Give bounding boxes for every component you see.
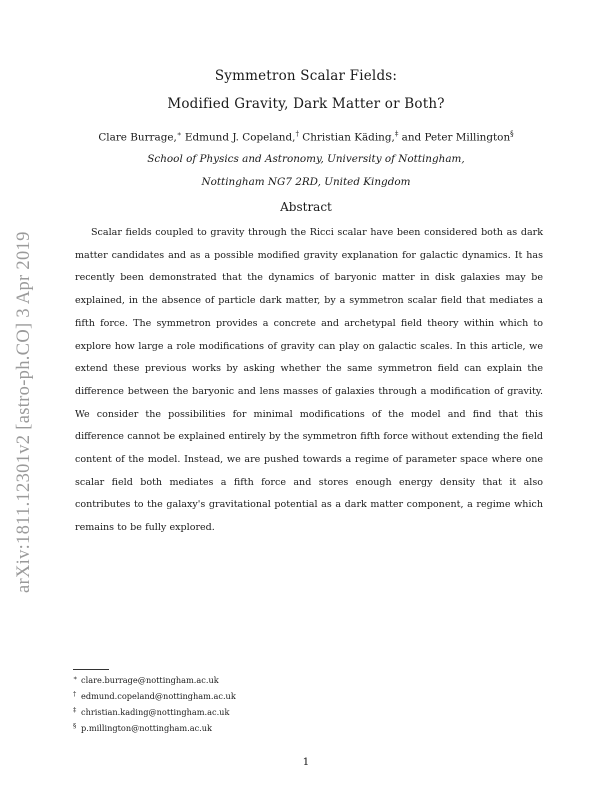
author-mark: †	[295, 130, 299, 138]
footnote-email	[73, 690, 236, 701]
affiliation-line-1: School of Physics and Astronomy, University of Nottingham,	[147, 153, 465, 165]
paper-title-line-1: Symmetron Scalar Fields:	[214, 68, 398, 84]
footnote-email	[73, 706, 229, 717]
author-name: and Peter Millington	[401, 131, 511, 144]
author-mark: ‡	[394, 130, 399, 138]
author-name: Edmund J. Copeland,	[184, 131, 296, 144]
footnote-email-text[interactable]: clare.burrage@nottingham.ac.uk	[81, 675, 219, 685]
affiliation-line-2: Nottingham NG7 2RD, United Kingdom	[201, 176, 411, 188]
author-list	[0, 130, 612, 143]
author-mark: ∗	[176, 130, 182, 138]
footnote-mark: ∗	[73, 674, 78, 682]
footnote-mark: †	[73, 690, 77, 698]
footnote-email-text[interactable]: p.millington@nottingham.ac.uk	[81, 723, 213, 733]
abstract-text: Scalar fields coupled to gravity through the Ricci scalar have been considered both as dark matter candidates and as a possible modified gravity explanation for galactic dynamics. It has recently been demonstrated that the dynamics of baryonic matter in disk galaxies may be explained, in the absence of particle dark matter, by a symmetron scalar field that mediates a fifth force. The symmetron provides a concrete and archetypal field theory within which to explore how large a role modifications of gravity can play on galactic scales. In this article, we extend these previous works by asking whether the same symmetron field can explain the difference between the baryonic and lens masses of galaxies through a modification of gravity. We consider the possibilities for minimal modifications of the model and find that this difference cannot be explained entirely by the symmetron fifth force without extending the field content of the model. Instead, we are pushed towards a regime of parameter space where one scalar field both mediates a fifth force and stores enough energy density that it also contributes to the galaxy's gravitational potential as a dark matter component, a regime which remains to be fully explored.	[75, 227, 543, 534]
author-mark: §	[510, 130, 514, 138]
footnote-mark: ‡	[73, 706, 77, 714]
footnote-rule	[73, 669, 109, 670]
paper-title-line-2: Modified Gravity, Dark Matter or Both?	[167, 96, 445, 112]
footnote-email-text[interactable]: christian.kading@nottingham.ac.uk	[81, 707, 230, 717]
footnote-mark: §	[73, 722, 77, 730]
page-number: 1	[302, 756, 310, 768]
footnote-email	[73, 722, 212, 733]
author-name: Clare Burrage,	[98, 131, 177, 144]
footnote-email-text[interactable]: edmund.copeland@nottingham.ac.uk	[81, 691, 236, 701]
abstract-heading: Abstract	[280, 200, 332, 214]
footnote-email	[73, 674, 219, 685]
arxiv-identifier-stamp: arXiv:1811.12301v2 [astro-ph.CO] 3 Apr 2019	[14, 231, 34, 593]
author-name: Christian Käding,	[302, 131, 395, 144]
